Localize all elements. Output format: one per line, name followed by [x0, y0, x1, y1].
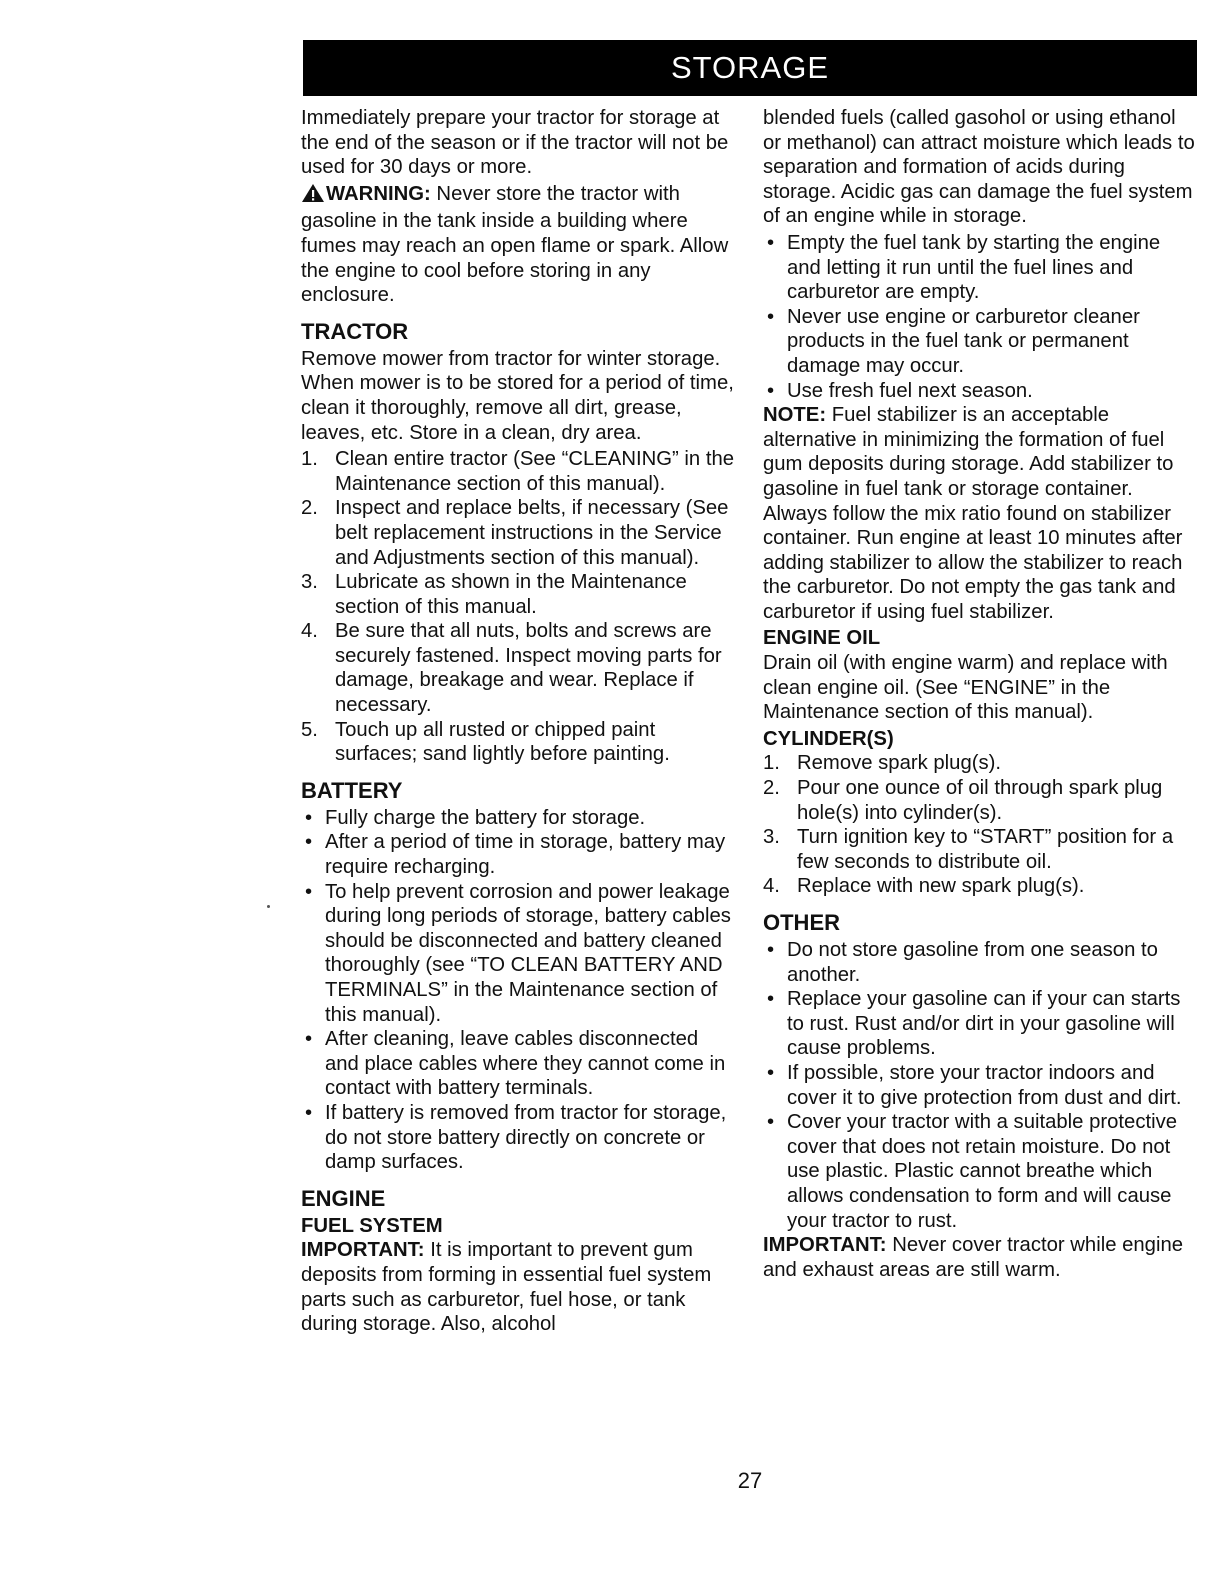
fuel-system-paragraph: IMPORTANT: It is important to prevent gum deposits from forming in essential fuel system parts such as carburetor, fuel hose, or tank during storage. Also, alcohol — [301, 1239, 712, 1336]
fuel-continued-paragraph: blended fuels (called gasohol or using ethanol or methanol) can attract moisture which leads to separation and formation of acids during storage. Acidic gas can damage the fuel system of an engine while in storage. — [763, 107, 1195, 228]
list-item: • If possible, store your tractor indoors and cover it to give protection from dust and dirt. — [767, 1061, 1182, 1109]
intro-paragraph: Immediately prepare your tractor for storage at the end of the season or if the tractor will not be used for 30 days or more. — [301, 107, 729, 179]
warning-text: Never store the tractor with gasoline in the tank inside a building where fumes may reach an open flame or spark. Allow the engine to cool before storing in any enclosure. — [301, 182, 729, 307]
list-item: • After cleaning, leave cables disconnected and place cables where they cannot come in contact with battery terminals. — [305, 1028, 726, 1100]
list-item: • Replace your gasoline can if your can starts to rust. Rust and/or dirt in your gasoline will cause problems. — [767, 988, 1181, 1060]
warning-label: WARNING: — [326, 182, 431, 205]
battery-bullets-list — [301, 806, 737, 1175]
list-item: 2. Pour one ounce of oil through spark plug hole(s) into cylinder(s). — [763, 777, 1163, 824]
list-item: 1. Remove spark plug(s). — [763, 752, 1002, 775]
list-item: 1. Clean entire tractor (See “CLEANING” in the Maintenance section of this manual). — [301, 448, 735, 495]
fuel-bullets-list — [763, 231, 1199, 403]
engine-oil-heading: ENGINE OIL — [763, 627, 881, 650]
list-item: • Use fresh fuel next season. — [767, 379, 1033, 402]
cylinders-heading: CYLINDER(S) — [763, 727, 894, 750]
cylinder-steps-list — [763, 751, 1199, 899]
list-item: 4. Replace with new spark plug(s). — [763, 875, 1085, 898]
list-item: • Do not store gasoline from one season to another. — [767, 939, 1158, 986]
warning-triangle-icon — [301, 183, 325, 210]
fuel-system-heading: FUEL SYSTEM — [301, 1214, 443, 1237]
list-item: • Never use engine or carburetor cleaner products in the fuel tank or permanent damage may occur. — [767, 305, 1140, 377]
other-heading: OTHER — [763, 910, 840, 935]
battery-heading: BATTERY — [301, 777, 403, 803]
tractor-heading: TRACTOR — [301, 318, 409, 344]
list-item: 2. Inspect and replace belts, if necessary (See belt replacement instructions in the Service and Adjustments section of this manual). — [301, 497, 729, 569]
list-item: 3. Lubricate as shown in the Maintenance section of this manual. — [301, 571, 687, 618]
list-item: • If battery is removed from tractor for storage, do not store battery directly on concrete or damp surfaces. — [305, 1101, 727, 1174]
page-number: 27 — [737, 1468, 763, 1493]
engine-oil-paragraph: Drain oil (with engine warm) and replace with clean engine oil. (See “ENGINE” in the Maintenance section of this manual). — [763, 652, 1168, 724]
list-item: 4. Be sure that all nuts, bolts and screws are securely fastened. Inspect moving parts for damage, breakage and wear. Replace if necessary. — [301, 620, 722, 717]
page-title-banner: STORAGE — [303, 40, 1197, 96]
list-item: • To help prevent corrosion and power leakage during long periods of storage, battery cables should be disconnected and battery cleaned thoroughly (see “TO CLEAN BATTERY AND TERMINALS” in the Maintenance section of this manual). — [305, 880, 731, 1026]
stray-mark — [267, 905, 270, 908]
tractor-paragraph: Remove mower from tractor for winter storage. When mower is to be stored for a period of time, clean it thoroughly, remove all dirt, grease, leaves, etc. Store in a clean, dry area. — [301, 347, 734, 444]
list-item: 3. Turn ignition key to “START” position for a few seconds to distribute oil. — [763, 826, 1174, 873]
tractor-steps-list — [301, 447, 737, 767]
list-item: 5. Touch up all rusted or chipped paint surfaces; sand lightly before painting. — [301, 718, 670, 766]
warning-paragraph — [301, 182, 737, 308]
engine-heading: ENGINE — [301, 1185, 386, 1211]
list-item: • Cover your tractor with a suitable protective cover that does not retain moisture. Do not use plastic. Plastic cannot breathe which allows condensation to form and will cause your tractor to rust. — [767, 1111, 1178, 1232]
list-item: • After a period of time in storage, battery may require recharging. — [305, 831, 726, 879]
note-paragraph: NOTE: Fuel stabilizer is an acceptable alternative in minimizing the formation of fuel gum deposits during storage. Add stabilizer to gasoline in fuel tank or storage container. Always follow the mix ratio found on stabilizer container. Run engine at least 10 minutes after adding stabilizer to allow the stabilizer to reach the carburetor. Do not empty the gas tank and carburetor if using fuel stabilizer. — [763, 404, 1183, 623]
left-column — [301, 106, 737, 1339]
other-bullets-list — [763, 938, 1199, 1233]
list-item: • Empty the fuel tank by starting the engine and letting it run until the fuel lines and carburetor are empty. — [767, 231, 1161, 304]
right-column — [763, 106, 1199, 1284]
list-item: • Fully charge the battery for storage. — [305, 806, 646, 829]
important-paragraph: IMPORTANT: Never cover tractor while engine and exhaust areas are still warm. — [763, 1234, 1184, 1281]
